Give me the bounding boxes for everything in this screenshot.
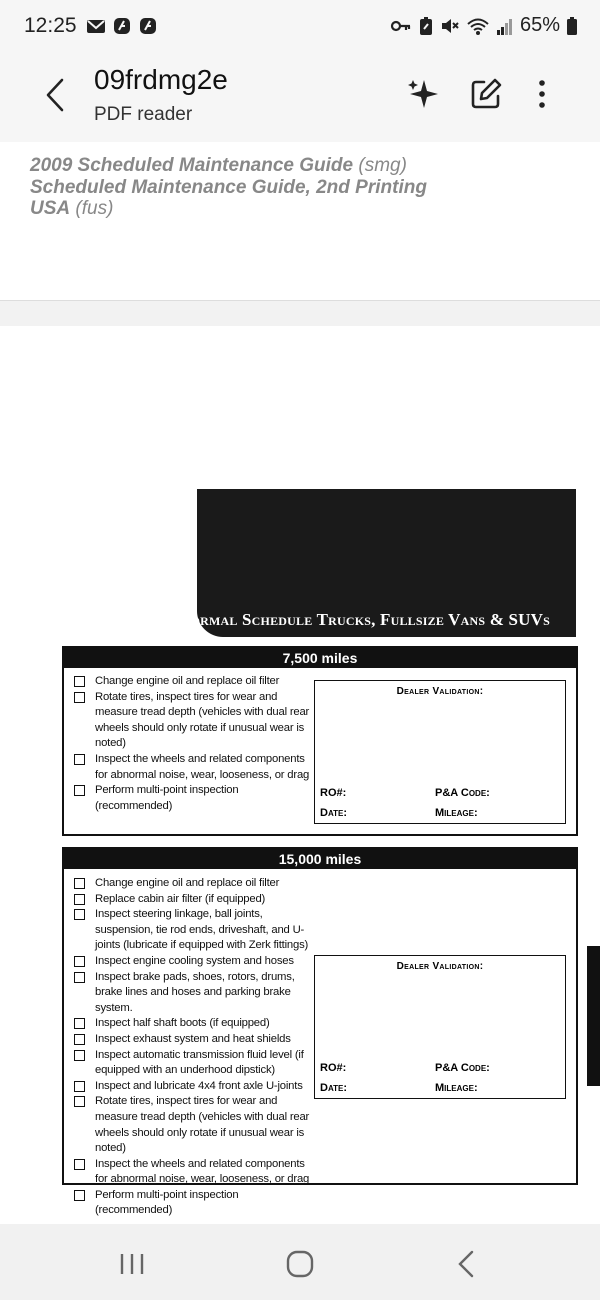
checkbox[interactable] <box>74 754 85 765</box>
summary-line-1: 2009 Scheduled Maintenance Guide (smg) <box>30 155 407 176</box>
block-header: 15,000 miles <box>64 849 576 869</box>
app-notification-icon <box>138 16 158 36</box>
sparkle-icon[interactable] <box>404 74 444 114</box>
home-icon[interactable] <box>280 1244 320 1284</box>
signal-icon <box>496 16 514 36</box>
wifi-icon <box>466 16 490 36</box>
checklist-item[interactable]: Inspect brake pads, shoes, rotors, drums, brake lines and hoses and parking brake system. <box>72 970 312 1017</box>
checkbox[interactable] <box>74 1034 85 1045</box>
checkbox[interactable] <box>74 956 85 967</box>
validation-title: Dealer Validation: <box>396 961 484 972</box>
checklist-item[interactable]: Change engine oil and replace oil filter <box>72 876 312 892</box>
back-arrow-icon[interactable] <box>40 76 74 114</box>
checkbox[interactable] <box>74 1190 85 1201</box>
summary-line-2: Scheduled Maintenance Guide, 2nd Printing <box>30 177 427 198</box>
page-divider <box>0 301 600 325</box>
date-label: Date: <box>320 1082 348 1094</box>
checklist-item[interactable]: Inspect the wheels and related components for abnormal noise, wear, looseness, or drag <box>72 752 312 783</box>
checkbox[interactable] <box>74 1050 85 1061</box>
checkbox[interactable] <box>74 972 85 983</box>
checklist-item[interactable]: Inspect engine cooling system and hoses <box>72 954 312 970</box>
checkbox[interactable] <box>74 1159 85 1170</box>
mileage-label: Mileage: <box>435 807 478 819</box>
status-bar <box>0 0 600 56</box>
app-bar <box>0 56 600 142</box>
checkbox[interactable] <box>74 909 85 920</box>
validation-title: Dealer Validation: <box>396 686 484 697</box>
checklist-item[interactable]: Perform multi-point inspection (recommended) <box>72 1188 312 1219</box>
mute-icon <box>440 16 460 36</box>
checklist-item[interactable]: Inspect exhaust system and heat shields <box>72 1032 312 1048</box>
nav-back-icon[interactable] <box>448 1244 488 1284</box>
checklist-item[interactable]: Rotate tires, inspect tires for wear and measure tread depth (vehicles with dual rear wheels should only rotate if unusual wear is noted) <box>72 1094 312 1156</box>
section-banner <box>178 489 576 637</box>
app-notification-icon <box>112 16 132 36</box>
checklist-item[interactable]: Inspect half shaft boots (if equipped) <box>72 1016 312 1032</box>
checkbox[interactable] <box>74 1018 85 1029</box>
checklist-item[interactable]: Perform multi-point inspection (recommended) <box>72 783 312 814</box>
checklist-item[interactable]: Rotate tires, inspect tires for wear and measure tread depth (vehicles with dual rear wheels should only rotate if unusual wear is noted) <box>72 690 312 752</box>
key-icon <box>390 16 412 36</box>
dealer-validation-box <box>314 955 566 1099</box>
summary-line-3: USA (fus) <box>30 198 114 219</box>
checklist-item[interactable]: Inspect automatic transmission fluid level (if equipped with an underhood dipstick) <box>72 1048 312 1079</box>
dealer-validation-box <box>314 680 566 824</box>
ro-label: RO#: <box>320 787 347 799</box>
block-header: 7,500 miles <box>64 648 576 668</box>
checklist-item[interactable]: Inspect steering linkage, ball joints, suspension, tie rod ends, driveshaft, and U-joints (lubricate if equipped with Zerk fittings) <box>72 907 312 954</box>
checklist-item[interactable]: Replace cabin air filter (if equipped) <box>72 892 312 908</box>
checkbox[interactable] <box>74 785 85 796</box>
more-vert-icon[interactable] <box>522 74 562 114</box>
edit-icon[interactable] <box>466 74 506 114</box>
document-title: 09frdmg2e <box>94 64 228 95</box>
checklist <box>72 876 312 1219</box>
checkbox[interactable] <box>74 676 85 687</box>
checklist-item[interactable]: Inspect the wheels and related components for abnormal noise, wear, looseness, or drag <box>72 1157 312 1188</box>
checkbox[interactable] <box>74 878 85 889</box>
checklist-item[interactable]: Inspect and lubricate 4x4 front axle U-joints <box>72 1079 312 1095</box>
pa-code-label: P&A Code: <box>435 1062 490 1074</box>
checkbox[interactable] <box>74 1081 85 1092</box>
system-nav-bar <box>0 1224 600 1300</box>
checkbox[interactable] <box>74 1096 85 1107</box>
maintenance-block-7500 <box>62 646 578 836</box>
battery-icon <box>566 16 578 36</box>
mileage-label: Mileage: <box>435 1082 478 1094</box>
pdf-page[interactable] <box>0 326 600 1224</box>
date-label: Date: <box>320 807 348 819</box>
status-time: 12:25 <box>24 14 77 37</box>
document-subtitle: PDF reader <box>94 104 193 125</box>
checkbox[interactable] <box>74 894 85 905</box>
checklist <box>72 674 312 814</box>
banner-title: Normal Schedule Trucks, Fullsize Vans & SUVs <box>178 610 550 629</box>
battery-saver-icon <box>418 16 434 36</box>
pa-code-label: P&A Code: <box>435 787 490 799</box>
document-summary <box>0 142 600 301</box>
checkbox[interactable] <box>74 692 85 703</box>
battery-percent: 65% <box>519 14 560 36</box>
mail-icon <box>86 16 106 36</box>
maintenance-block-15000 <box>62 847 578 1217</box>
checklist-item[interactable]: Change engine oil and replace oil filter <box>72 674 312 690</box>
ro-label: RO#: <box>320 1062 347 1074</box>
page-side-tab <box>587 946 600 1086</box>
recents-icon[interactable] <box>112 1244 152 1284</box>
